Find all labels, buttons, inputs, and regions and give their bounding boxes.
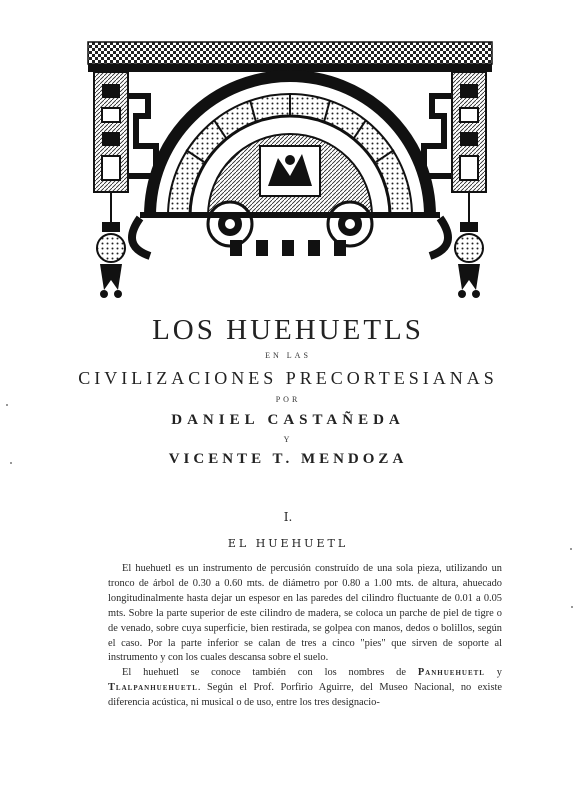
aztec-headpiece-ornament — [80, 36, 500, 306]
byline-por: POR — [275, 395, 301, 404]
title-block — [0, 316, 576, 468]
scan-speck — [10, 462, 12, 464]
paragraph-2 — [108, 666, 502, 711]
scan-speck — [6, 404, 8, 406]
central-arch-ornament — [150, 76, 430, 216]
section-heading: EL HUEHUETL — [227, 537, 349, 550]
hanging-glyph-row — [230, 240, 346, 256]
section-number: I. — [283, 510, 293, 524]
scan-speck — [570, 548, 572, 550]
paragraph-1: El huehuetl es un instrumento de percusión construído de una sola pieza, utilizando un tronco de árbol de 0.30 a 0.60 mts. de diámetro por 0.80 a 1.00 mts. de altura, ahuecado longitudinalmente hasta dejar un espesor en las paredes del cilindro fluctuante de 0.01 a 0.05 mts. Sobre la parte superior de este cilindro de madera, se coloca un parche de piel de tigre o de venado, sobre cuya superficie, bien restirada, se golpea con manos, dedos o bolillos, según el caso. Por la parte inferior se calan de tres a cinco "pies" que sirven de soporte al instrumento y con los cuales descansa sobre el suelo. — [108, 563, 502, 664]
byline-y: Y — [283, 435, 293, 444]
name-tlalpanhuehuetl: Tlalpanhuehuetl — [108, 682, 198, 694]
body-text — [108, 562, 502, 711]
paragraph-2-start: El huehuetl se conoce también con los nombres de — [122, 667, 418, 679]
paragraph-2-conjunction: y — [484, 667, 502, 679]
title-connector: EN LAS — [265, 351, 311, 360]
right-pendant-ornament — [455, 222, 483, 298]
name-panhuehuetl: Panhuehuetl — [417, 667, 485, 679]
left-pendant-ornament — [97, 222, 125, 298]
author-one: DANIEL CASTAÑEDA — [171, 412, 405, 428]
scan-speck — [571, 606, 573, 608]
paragraph-2-end: . Según el Prof. Porfirio Aguirre, del Museo Nacional, no existe diferencia acústica, ni musical o de uso, entre los tres designacio- — [108, 682, 502, 709]
author-two: VICENTE T. MENDOZA — [168, 451, 408, 467]
article-subtitle: CIVILIZACIONES PRECORTESIANAS — [78, 368, 498, 388]
article-title: LOS HUEHUETLS — [152, 314, 424, 346]
